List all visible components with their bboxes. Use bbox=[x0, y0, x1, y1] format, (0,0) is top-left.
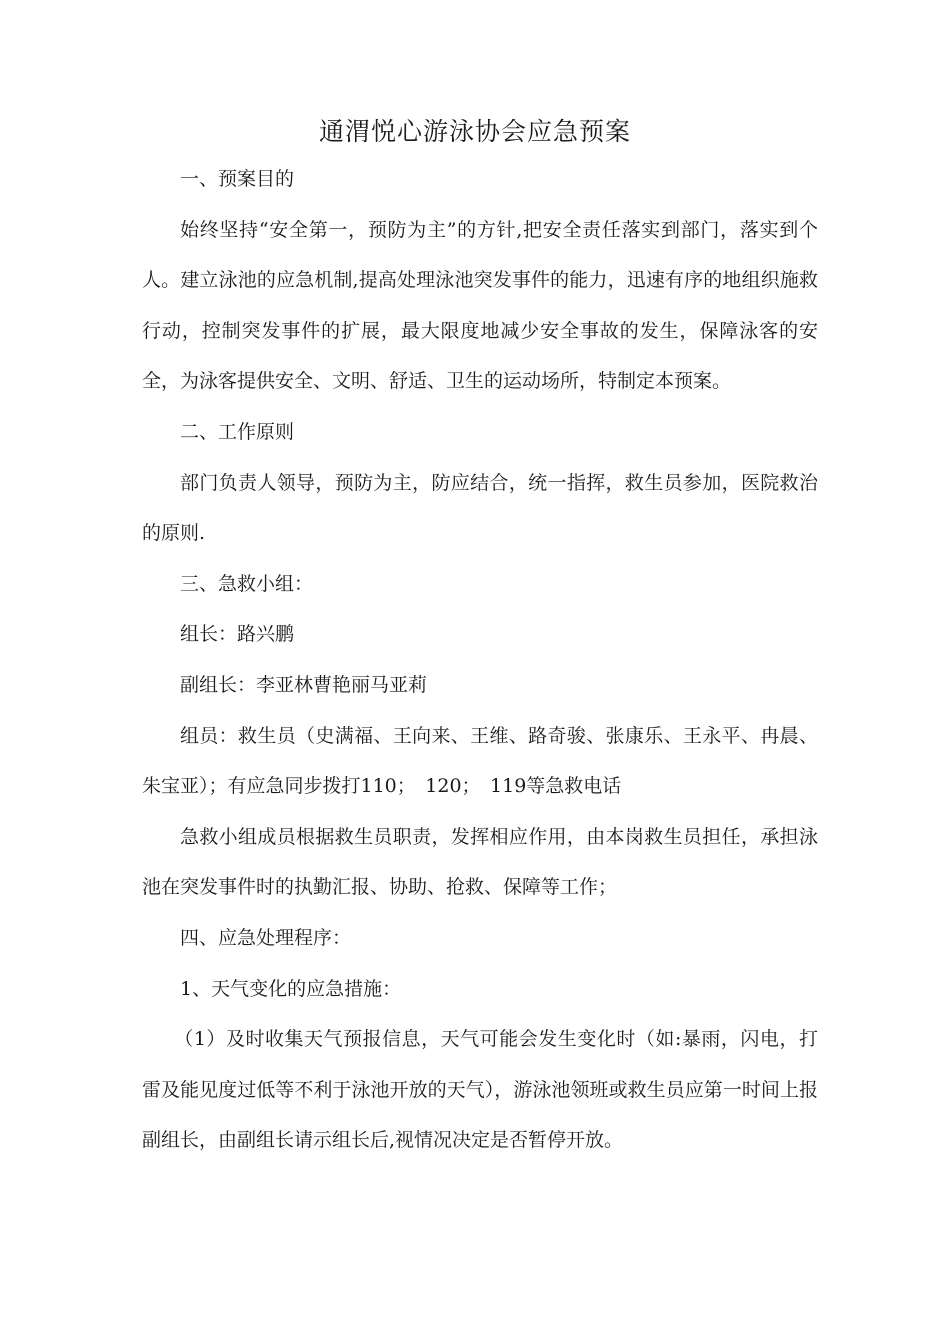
team-deputy-leaders: 副组长：李亚林曹艳丽马亚莉 bbox=[180, 673, 428, 696]
section-heading-procedures: 四、应急处理程序： bbox=[180, 926, 352, 949]
section-heading-rescue-team: 三、急救小组： bbox=[180, 572, 314, 595]
document-title: 通渭悦心游泳协会应急预案 bbox=[318, 117, 631, 146]
section-heading-purpose: 一、预案目的 bbox=[180, 168, 295, 190]
team-leader: 组长：路兴鹏 bbox=[180, 623, 295, 646]
paragraph-purpose: 始终坚持“安全第一，预防为主”的方针,把安全责任落实到部门，落实到个人。建立泳池的应急机制,提高处理泳池突发事件的能力，迅速有序的地组织施救行动，控制突发事件的扩展，最大限度地减少安全事故的发生，保障泳客的安全，为泳客提供安全、文明、舒适、卫生的运动场所，特制定本预案。 bbox=[142, 218, 818, 393]
paragraph-principles: 部门负责人领导，预防为主，防应结合，统一指挥，救生员参加，医院救治的原则. bbox=[142, 471, 818, 545]
team-members: 组员：救生员（史满福、王向来、王维、路奇骏、张康乐、王永平、冉晨、朱宝亚）；有应急同步拨打110； 120； 119等急救电话 bbox=[142, 724, 818, 798]
paragraph-team-duties: 急救小组成员根据救生员职责，发挥相应作用，由本岗救生员担任，承担泳池在突发事件时的执勤汇报、协助、抢救、保障等工作； bbox=[142, 825, 818, 899]
section-heading-principles: 二、工作原则 bbox=[180, 420, 295, 443]
paragraph-weather-measure-1: （1）及时收集天气预报信息，天气可能会发生变化时（如:暴雨，闪电，打雷及能见度过低等不利于泳池开放的天气），游泳池领班或救生员应第一时间上报副组长，由副组长请示组长后,视情况决定是否暂停开放。 bbox=[142, 1028, 818, 1152]
subsection-heading-weather: 1、天气变化的应急措施： bbox=[180, 977, 402, 1000]
document-body bbox=[142, 154, 818, 1166]
